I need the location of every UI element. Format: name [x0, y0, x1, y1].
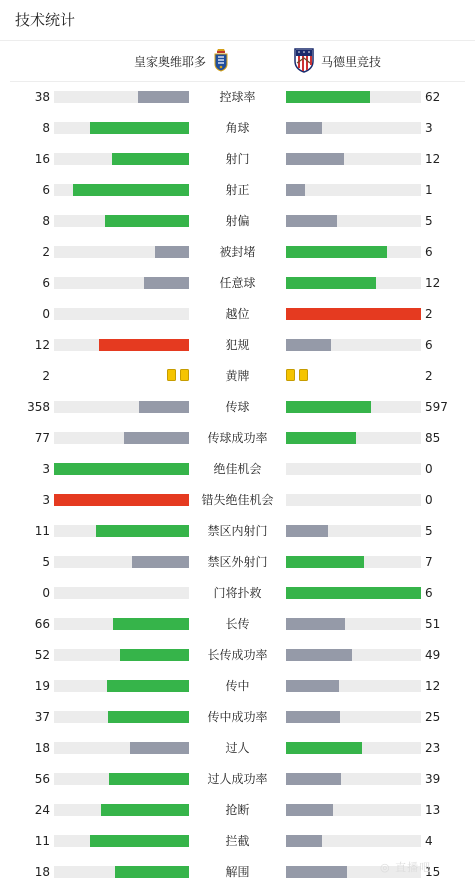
stat-row [0, 578, 475, 609]
away-team[interactable] [293, 42, 381, 80]
home-stat-bar [54, 525, 189, 537]
home-stat-bar [54, 339, 189, 351]
home-stat-value: 52 [34, 648, 50, 662]
home-stat-bar-fill [73, 184, 189, 196]
stat-label: 错失绝佳机会 [201, 493, 274, 507]
home-stat-bar [54, 215, 189, 227]
stat-row [0, 330, 475, 361]
away-stat-value: 12 [425, 679, 441, 693]
home-stat-bar [54, 494, 189, 506]
home-stat-value: 0 [42, 307, 50, 321]
stat-label: 控球率 [219, 90, 256, 104]
away-stat-value: 5 [425, 214, 433, 228]
away-stat-bar-fill [286, 122, 322, 134]
home-stat-value: 358 [27, 400, 50, 414]
away-stat-value: 85 [425, 431, 441, 445]
away-stat-value: 13 [425, 803, 441, 817]
stat-row [0, 795, 475, 826]
stat-label: 犯规 [225, 338, 250, 352]
stat-label: 绝佳机会 [213, 462, 262, 476]
home-stat-bar [54, 835, 189, 847]
away-stat-value: 25 [425, 710, 441, 724]
away-stat-bar [286, 618, 421, 630]
away-stat-bar-fill [286, 773, 341, 785]
home-stat-value: 2 [42, 369, 50, 383]
home-stat-value: 11 [34, 524, 50, 538]
away-stat-value: 49 [425, 648, 441, 662]
stat-label: 抢断 [225, 803, 250, 817]
home-stat-bar [54, 246, 189, 258]
away-stat-bar [286, 494, 421, 506]
away-stat-bar-fill [286, 866, 347, 878]
home-stat-value: 56 [34, 772, 50, 786]
stat-label: 射门 [225, 152, 250, 166]
away-stat-bar-fill [286, 184, 305, 196]
away-stat-value: 39 [425, 772, 441, 786]
stat-label: 门将扑救 [213, 586, 262, 600]
stat-row [0, 547, 475, 578]
away-stat-value: 6 [425, 338, 433, 352]
away-stat-bar [286, 773, 421, 785]
away-stat-value: 23 [425, 741, 441, 755]
stat-label: 传中成功率 [207, 710, 268, 724]
yellow-card-icon [299, 369, 308, 381]
home-stat-bar-fill [109, 773, 189, 785]
away-stat-bar [286, 401, 421, 413]
stat-row [0, 640, 475, 671]
away-stat-bar-fill [286, 91, 370, 103]
home-stat-bar-fill [107, 680, 189, 692]
away-stat-value: 597 [425, 400, 448, 414]
header-divider [0, 40, 475, 41]
home-stat-bar [54, 432, 189, 444]
home-stat-value: 6 [42, 276, 50, 290]
home-stat-value: 8 [42, 121, 50, 135]
stat-row [0, 702, 475, 733]
stat-label: 解围 [225, 865, 250, 879]
stat-row [0, 82, 475, 113]
away-stat-value: 1 [425, 183, 433, 197]
stat-row [0, 144, 475, 175]
home-team-name: 皇家奥维耶多 [133, 54, 206, 69]
home-stat-bar-fill [112, 153, 189, 165]
home-stat-bar [54, 866, 189, 878]
home-stat-value: 12 [34, 338, 50, 352]
home-stat-bar [54, 153, 189, 165]
home-stat-value: 66 [34, 617, 50, 631]
away-stat-bar-fill [286, 401, 371, 413]
home-yellow-cards [167, 369, 189, 383]
home-stat-value: 5 [42, 555, 50, 569]
home-stat-value: 77 [34, 431, 50, 445]
home-stat-bar-fill [130, 742, 189, 754]
stat-label: 射正 [225, 183, 250, 197]
home-stat-bar [54, 649, 189, 661]
home-stat-value: 0 [42, 586, 50, 600]
home-stat-bar [54, 463, 189, 475]
away-stat-bar-fill [286, 432, 356, 444]
away-stat-bar [286, 463, 421, 475]
away-stat-value: 5 [425, 524, 433, 538]
home-stat-value: 37 [34, 710, 50, 724]
away-stat-bar [286, 184, 421, 196]
stat-label: 黄牌 [225, 369, 250, 383]
home-stat-bar-fill [132, 556, 189, 568]
stat-label: 射偏 [225, 214, 250, 228]
stat-label: 传球 [225, 400, 250, 414]
stat-row [0, 268, 475, 299]
home-stat-bar [54, 804, 189, 816]
stat-row [0, 485, 475, 516]
away-stat-value: 6 [425, 245, 433, 259]
home-stat-bar-fill [144, 277, 189, 289]
home-stat-value: 18 [34, 865, 50, 879]
home-stat-bar-fill [124, 432, 189, 444]
stat-row [0, 423, 475, 454]
stat-label: 禁区内射门 [207, 524, 268, 538]
team-header [10, 42, 465, 80]
home-stat-value: 2 [42, 245, 50, 259]
away-stat-bar-fill [286, 835, 322, 847]
home-stat-bar [54, 91, 189, 103]
away-stat-bar-fill [286, 339, 331, 351]
stat-row [0, 113, 475, 144]
home-stat-bar-fill [138, 91, 189, 103]
stat-label: 过人 [225, 741, 250, 755]
away-stat-bar-fill [286, 215, 337, 227]
away-stat-bar [286, 277, 421, 289]
away-stat-value: 12 [425, 276, 441, 290]
home-stat-bar [54, 587, 189, 599]
away-stat-bar-fill [286, 742, 362, 754]
home-stat-bar-fill [54, 494, 189, 506]
away-stat-bar-fill [286, 618, 345, 630]
away-stat-value: 0 [425, 462, 433, 476]
home-stat-bar [54, 773, 189, 785]
stat-row [0, 454, 475, 485]
home-stat-bar [54, 711, 189, 723]
atletico-madrid-crest-icon [293, 47, 315, 76]
stat-row [0, 764, 475, 795]
home-stat-value: 11 [34, 834, 50, 848]
away-stat-bar [286, 246, 421, 258]
home-stat-bar [54, 556, 189, 568]
home-stat-bar-fill [99, 339, 189, 351]
away-stat-value: 4 [425, 834, 433, 848]
away-stat-bar-fill [286, 711, 340, 723]
home-stat-bar-fill [120, 649, 189, 661]
home-stat-bar-fill [90, 835, 189, 847]
away-stat-bar [286, 432, 421, 444]
stat-label: 拦截 [225, 834, 250, 848]
stat-row [0, 671, 475, 702]
yellow-card-icon [286, 369, 295, 381]
home-stat-bar-fill [90, 122, 189, 134]
away-yellow-cards [286, 369, 308, 383]
stat-row [0, 175, 475, 206]
home-stat-bar-fill [115, 866, 189, 878]
stat-row [0, 361, 475, 392]
away-stat-value: 0 [425, 493, 433, 507]
away-stat-bar [286, 153, 421, 165]
home-stat-bar-fill [101, 804, 189, 816]
stat-label: 过人成功率 [207, 772, 268, 786]
home-stat-value: 8 [42, 214, 50, 228]
stat-row [0, 516, 475, 547]
home-stat-value: 3 [42, 462, 50, 476]
home-stat-bar [54, 184, 189, 196]
stat-row [0, 237, 475, 268]
stat-row [0, 392, 475, 423]
away-stat-value: 62 [425, 90, 441, 104]
home-stat-bar [54, 680, 189, 692]
home-stat-bar-fill [139, 401, 189, 413]
away-stat-value: 51 [425, 617, 441, 631]
away-stat-value: 7 [425, 555, 433, 569]
home-stat-bar-fill [155, 246, 189, 258]
away-stat-bar-fill [286, 246, 387, 258]
away-stat-bar-fill [286, 153, 344, 165]
away-stat-bar [286, 122, 421, 134]
home-stat-value: 38 [34, 90, 50, 104]
stat-label: 传中 [225, 679, 250, 693]
stat-label: 被封堵 [219, 245, 256, 259]
away-stat-bar [286, 680, 421, 692]
away-stat-bar [286, 711, 421, 723]
away-stat-bar [286, 339, 421, 351]
real-oviedo-crest-icon [214, 48, 228, 75]
home-stat-bar [54, 122, 189, 134]
away-stat-bar-fill [286, 804, 333, 816]
stat-label: 长传成功率 [207, 648, 268, 662]
stat-label: 传球成功率 [207, 431, 268, 445]
stat-label: 任意球 [219, 276, 256, 290]
home-stat-value: 18 [34, 741, 50, 755]
away-team-name: 马德里竞技 [321, 54, 382, 69]
away-stat-bar [286, 308, 421, 320]
away-stat-value: 3 [425, 121, 433, 135]
stat-row [0, 609, 475, 640]
away-stat-bar-fill [286, 277, 376, 289]
home-stat-value: 16 [34, 152, 50, 166]
away-stat-value: 12 [425, 152, 441, 166]
stat-label: 禁区外射门 [207, 555, 268, 569]
away-stat-bar [286, 215, 421, 227]
home-stat-value: 6 [42, 183, 50, 197]
away-stat-bar-fill [286, 308, 421, 320]
away-stat-bar [286, 804, 421, 816]
home-stat-bar [54, 308, 189, 320]
away-stat-bar [286, 556, 421, 568]
stat-row [0, 826, 475, 857]
watermark: ◎ 直播吧 [380, 861, 432, 874]
away-stat-value: 15 [425, 865, 441, 879]
page-title: 技术统计 [15, 11, 76, 29]
home-stat-value: 3 [42, 493, 50, 507]
stat-row [0, 733, 475, 764]
away-stat-bar-fill [286, 680, 339, 692]
home-stat-value: 24 [34, 803, 50, 817]
away-stat-bar-fill [286, 587, 421, 599]
stat-label: 长传 [225, 617, 250, 631]
away-stat-bar-fill [286, 649, 352, 661]
away-stat-bar-fill [286, 556, 364, 568]
away-stat-bar [286, 649, 421, 661]
home-team[interactable] [134, 42, 228, 80]
away-stat-bar [286, 587, 421, 599]
stat-row [0, 206, 475, 237]
home-stat-bar [54, 401, 189, 413]
away-stat-bar [286, 742, 421, 754]
away-stat-bar [286, 91, 421, 103]
stat-label: 越位 [225, 307, 250, 321]
home-stat-bar-fill [108, 711, 189, 723]
home-stat-bar-fill [54, 463, 189, 475]
home-stat-bar [54, 618, 189, 630]
away-stat-value: 6 [425, 586, 433, 600]
away-stat-value: 2 [425, 307, 433, 321]
away-stat-bar-fill [286, 525, 328, 537]
home-stat-bar [54, 277, 189, 289]
away-stat-bar [286, 525, 421, 537]
home-stat-bar-fill [96, 525, 189, 537]
stat-row [0, 299, 475, 330]
stat-label: 角球 [225, 121, 250, 135]
home-stat-bar [54, 742, 189, 754]
home-stat-bar-fill [113, 618, 189, 630]
home-stat-value: 19 [34, 679, 50, 693]
away-stat-bar [286, 835, 421, 847]
yellow-card-icon [167, 369, 176, 381]
home-stat-bar-fill [105, 215, 189, 227]
yellow-card-icon [180, 369, 189, 381]
away-stat-value: 2 [425, 369, 433, 383]
